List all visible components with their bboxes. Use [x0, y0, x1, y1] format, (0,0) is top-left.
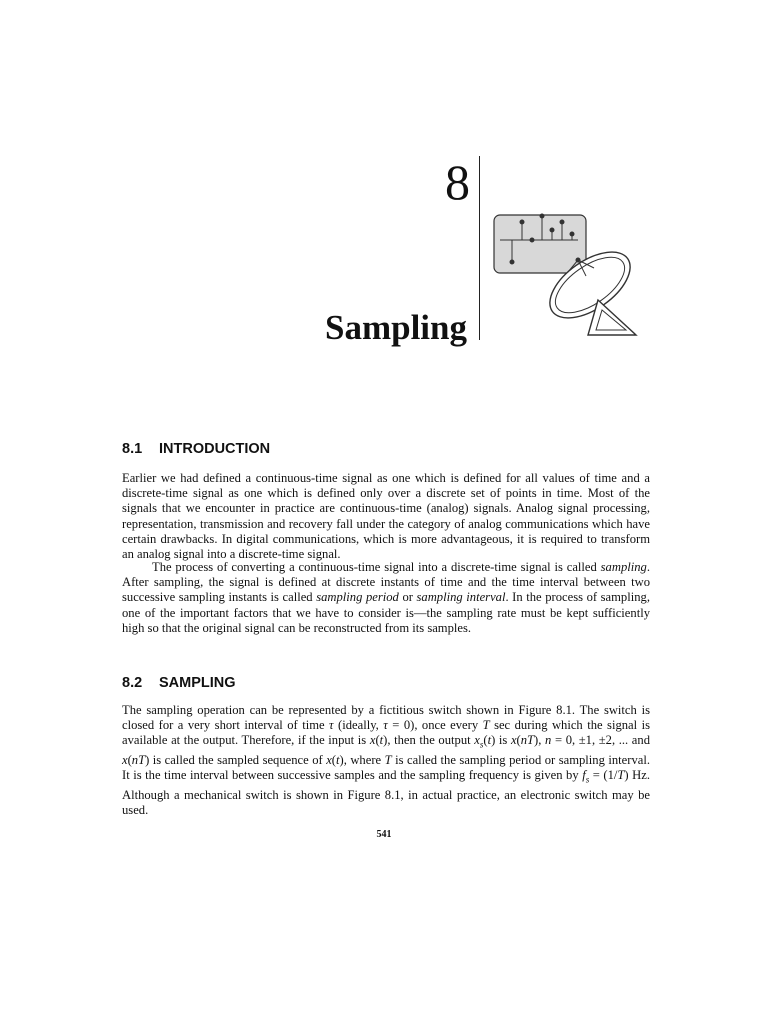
italic-text: nT — [131, 753, 146, 768]
satellite-dish-with-sampled-signal-display-icon — [490, 210, 640, 340]
italic-text: τ — [383, 718, 388, 733]
subscript-text: s — [479, 739, 484, 750]
text-run: . After sampling, the signal is defined at discrete instants of time and the time interval between two successive sampling instants is called — [122, 560, 650, 605]
text-run: ), then the output — [383, 733, 475, 748]
italic-text: t — [487, 733, 492, 748]
italic-text: x — [326, 753, 332, 768]
text-run: ), where — [339, 753, 385, 768]
italic-text: τ — [329, 718, 334, 733]
text-run: = 0), once every — [387, 718, 483, 733]
italic-text: T — [482, 718, 490, 733]
italic-text: T — [384, 753, 392, 768]
italic-text: x — [510, 733, 517, 748]
section-title: INTRODUCTION — [159, 441, 271, 457]
body-paragraph — [122, 560, 650, 636]
italic-text: x — [474, 733, 480, 748]
text-run: sec during which the signal is available at the output. Therefore, if the input is — [122, 718, 650, 748]
body-paragraph — [122, 703, 650, 818]
italic-text: x — [369, 733, 376, 748]
text-run: The process of converting a continuous-time signal into a discrete-time signal is called — [152, 560, 601, 574]
italic-text: f — [582, 768, 586, 783]
section-number: 8.2 — [122, 675, 143, 691]
text-run: . In the process of sampling, one of the important factors that we have to consider is—the sampling rate must be kept sufficiently high so that the original signal can be reconstructed from its samples. — [122, 590, 650, 635]
chapter-title: Sampling — [325, 308, 467, 347]
section-title: SAMPLING — [159, 675, 236, 691]
text-run: ), — [534, 733, 546, 748]
italic-text: t — [379, 733, 384, 748]
text-run: Earlier we had defined a continuous-time signal as one which is defined for all values of time and a discrete-time signal as one which is defined only over a discrete set of points in time. Most of the signals that we encounter in practice are continuous-time (analog) signals. Analog signal processing, representation, transmission and recovery fall under the category of analog communications which have certain drawbacks. In digital communications, which is more advantageous, it is required to transform an analog signal into a discrete-time signal. — [122, 471, 650, 562]
section-number: 8.1 — [122, 441, 143, 457]
text-run: ( — [375, 733, 380, 748]
text-run: or — [398, 590, 417, 605]
subscript-text: s — [585, 774, 590, 785]
chapter-number: 8 — [445, 154, 470, 210]
italic-text: sampling period — [316, 590, 399, 605]
text-run: ( — [331, 753, 336, 768]
italic-text: sampling interval — [416, 590, 506, 605]
italic-text: nT — [520, 733, 535, 748]
text-run: ( — [127, 753, 132, 768]
text-run: ) Hz. Although a mechanical switch is shown in Figure 8.1, in actual practice, an electronic switch may be used. — [122, 768, 650, 818]
text-run: The sampling operation can be represented by a fictitious switch shown in Figure 8.1. The switch is closed for a very short interval of time — [122, 703, 650, 733]
page-number: 541 — [376, 829, 392, 840]
text-run: ) is called the sampled sequence of — [145, 753, 327, 768]
body-paragraph — [122, 471, 650, 562]
chapter-divider-rule — [479, 156, 480, 340]
text-run: (ideally, — [333, 718, 384, 733]
italic-text: x — [122, 753, 128, 768]
italic-text: n — [545, 733, 552, 748]
section-heading-introduction — [122, 440, 270, 458]
text-run: = 0, ±1, ±2, ... and — [551, 733, 650, 748]
italic-text: sampling — [600, 560, 647, 574]
section-heading-sampling — [122, 674, 236, 692]
italic-text: t — [336, 753, 340, 768]
text-run: = (1/ — [589, 768, 618, 783]
text-run: is called the sampling period or sampling interval. It is the time interval between successive samples and the sampling frequency is given by — [122, 753, 651, 783]
text-run: ) is — [491, 733, 511, 748]
italic-text: T — [617, 768, 625, 783]
text-run: ( — [516, 733, 521, 748]
text-run: ( — [483, 733, 488, 748]
